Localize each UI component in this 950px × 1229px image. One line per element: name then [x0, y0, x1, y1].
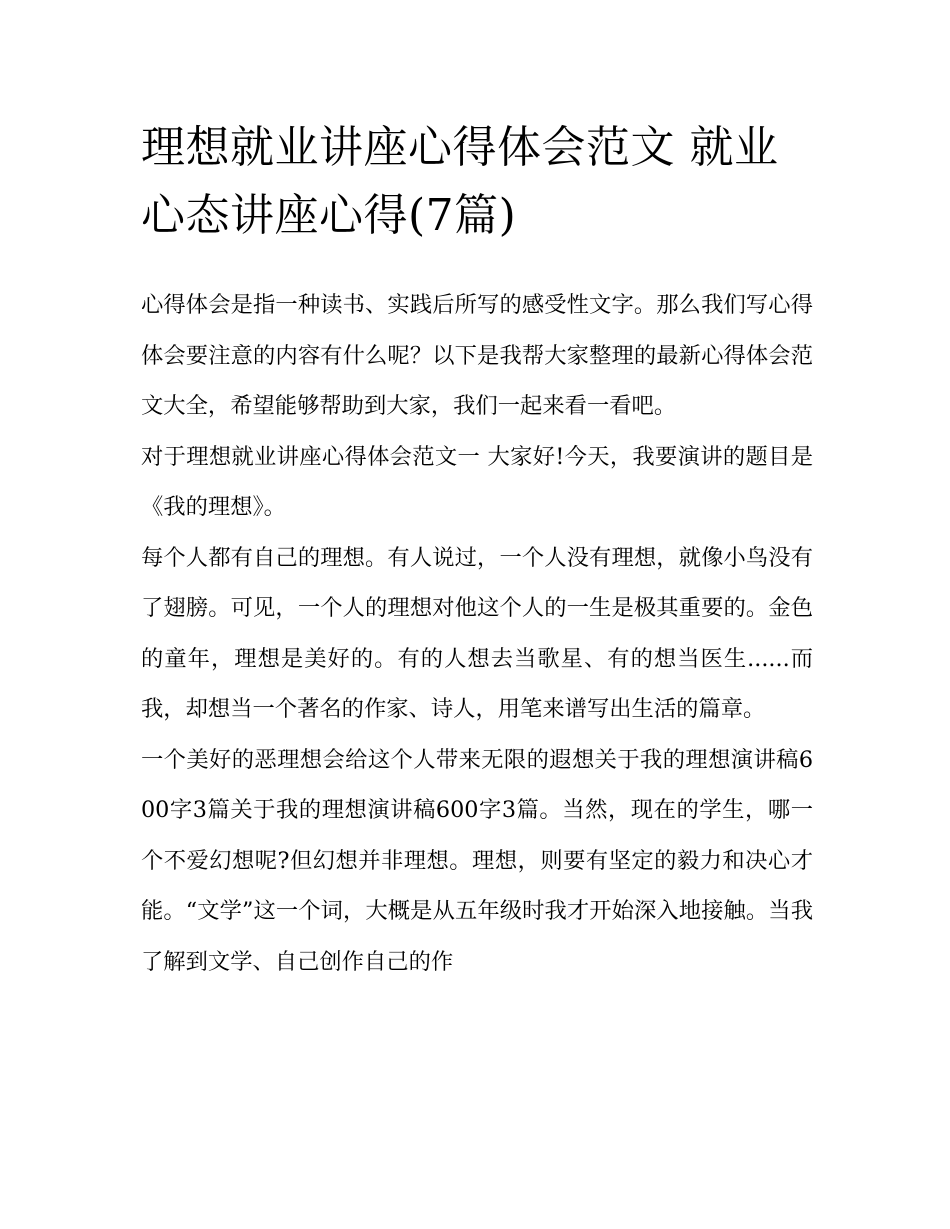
- document-body: [141, 280, 813, 987]
- paragraph-speech-opening: 对于理想就业讲座心得体会范文一 大家好!今天，我要演讲的题目是《我的理想》。: [141, 443, 813, 520]
- paragraph-intro: 心得体会是指一种读书、实践后所写的感受性文字。那么我们写心得体会要注意的内容有什么呢？以下是我帮大家整理的最新心得体会范文大全，希望能够帮助到大家，我们一起来看一看吧。: [141, 292, 813, 419]
- paragraph-literature: 一个美好的恶理想会给这个人带来无限的遐想关于我的理想演讲稿600字3篇关于我的理想演讲稿600字3篇。当然，现在的学生，哪一个不爱幻想呢?但幻想并非理想。理想，则要有坚定的毅力和决心才能。“文学”这一个词，大概是从五年级时我才开始深入地接触。当我了解到文学、自己创作自己的作: [141, 746, 813, 975]
- paragraph-ideals: 每个人都有自己的理想。有人说过，一个人没有理想，就像小鸟没有了翅膀。可见，一个人的理想对他这个人的一生是极其重要的。金色的童年，理想是美好的。有的人想去当歌星、有的想当医生......而我，却想当一个著名的作家、诗人，用笔来谱写出生活的篇章。: [141, 544, 813, 722]
- document-title: 理想就业讲座心得体会范文 就业心态讲座心得(7篇): [141, 122, 779, 241]
